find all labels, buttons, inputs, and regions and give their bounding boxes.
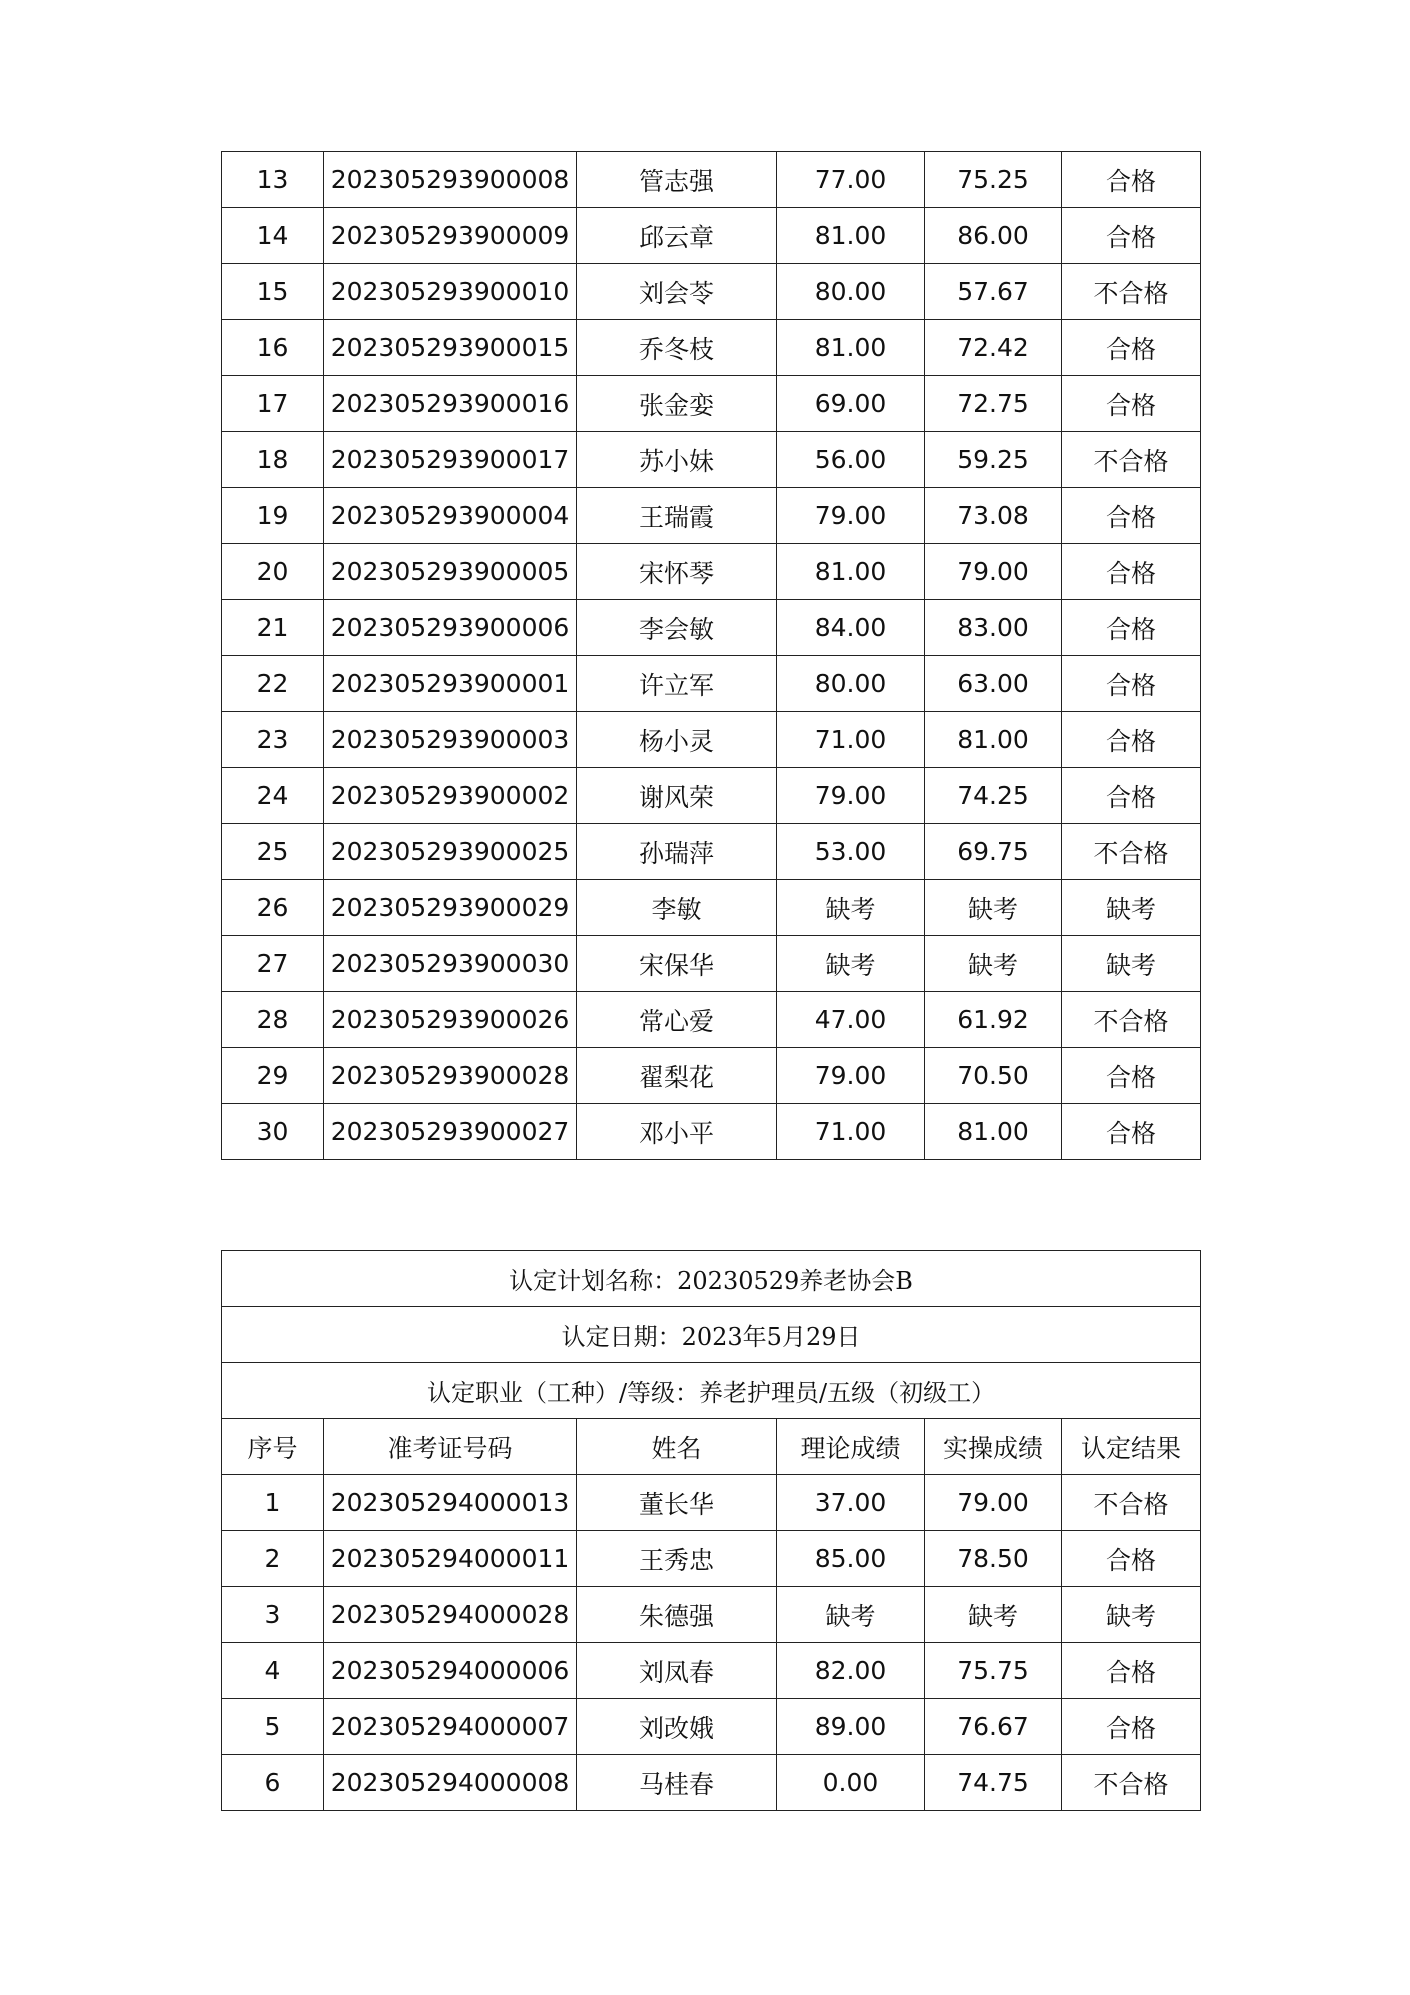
table-row	[222, 376, 1201, 432]
name-cell: 孙瑞萍	[577, 824, 777, 880]
theory-score-cell: 82.00	[777, 1643, 925, 1699]
name-cell: 王秀忠	[577, 1531, 777, 1587]
seq-cell: 25	[222, 824, 324, 880]
theory-score-cell: 85.00	[777, 1531, 925, 1587]
exam-id-cell: 202305293900026	[324, 992, 577, 1048]
theory-score-cell: 77.00	[777, 152, 925, 208]
result-cell: 合格	[1062, 1531, 1201, 1587]
theory-score-cell: 缺考	[777, 936, 925, 992]
header-row	[222, 1419, 1201, 1475]
exam-id-cell: 202305293900016	[324, 376, 577, 432]
name-cell: 朱德强	[577, 1587, 777, 1643]
result-cell: 合格	[1062, 1104, 1201, 1160]
theory-score-cell: 79.00	[777, 1048, 925, 1104]
seq-cell: 16	[222, 320, 324, 376]
theory-score-cell: 81.00	[777, 320, 925, 376]
seq-cell: 13	[222, 152, 324, 208]
seq-cell: 2	[222, 1531, 324, 1587]
exam-id-cell: 202305294000013	[324, 1475, 577, 1531]
practical-score-cell: 79.00	[925, 1475, 1062, 1531]
practical-score-cell: 72.42	[925, 320, 1062, 376]
practical-score-cell: 缺考	[925, 1587, 1062, 1643]
exam-id-cell: 202305293900002	[324, 768, 577, 824]
theory-score-cell: 缺考	[777, 880, 925, 936]
result-cell: 合格	[1062, 376, 1201, 432]
table-row	[222, 824, 1201, 880]
result-cell: 不合格	[1062, 1755, 1201, 1811]
table-row	[222, 432, 1201, 488]
practical-score-cell: 79.00	[925, 544, 1062, 600]
theory-score-cell: 47.00	[777, 992, 925, 1048]
practical-score-cell: 86.00	[925, 208, 1062, 264]
occupation-level: 认定职业（工种）/等级：养老护理员/五级（初级工）	[222, 1363, 1201, 1419]
theory-score-cell: 53.00	[777, 824, 925, 880]
seq-cell: 18	[222, 432, 324, 488]
table-row	[222, 208, 1201, 264]
exam-id-cell: 202305293900006	[324, 600, 577, 656]
exam-id-cell: 202305294000011	[324, 1531, 577, 1587]
exam-id-cell: 202305293900017	[324, 432, 577, 488]
exam-id-cell: 202305294000028	[324, 1587, 577, 1643]
table-row	[222, 712, 1201, 768]
seq-cell: 19	[222, 488, 324, 544]
result-cell: 合格	[1062, 208, 1201, 264]
exam-id-cell: 202305293900009	[324, 208, 577, 264]
result-cell: 合格	[1062, 768, 1201, 824]
exam-id-cell: 202305293900004	[324, 488, 577, 544]
practical-score-cell: 76.67	[925, 1699, 1062, 1755]
name-cell: 常心爱	[577, 992, 777, 1048]
header-practical: 实操成绩	[925, 1419, 1062, 1475]
theory-score-cell: 84.00	[777, 600, 925, 656]
result-cell: 合格	[1062, 1048, 1201, 1104]
name-cell: 李敏	[577, 880, 777, 936]
name-cell: 刘凤春	[577, 1643, 777, 1699]
theory-score-cell: 69.00	[777, 376, 925, 432]
seq-cell: 5	[222, 1699, 324, 1755]
table-row	[222, 656, 1201, 712]
seq-cell: 6	[222, 1755, 324, 1811]
exam-date: 认定日期：2023年5月29日	[222, 1307, 1201, 1363]
results-table-continued-body	[222, 152, 1201, 1160]
seq-cell: 29	[222, 1048, 324, 1104]
exam-id-cell: 202305293900003	[324, 712, 577, 768]
theory-score-cell: 79.00	[777, 488, 925, 544]
practical-score-cell: 63.00	[925, 656, 1062, 712]
seq-cell: 22	[222, 656, 324, 712]
result-cell: 合格	[1062, 320, 1201, 376]
exam-id-cell: 202305293900015	[324, 320, 577, 376]
header-seq: 序号	[222, 1419, 324, 1475]
table-row	[222, 1048, 1201, 1104]
result-cell: 不合格	[1062, 1475, 1201, 1531]
exam-id-cell: 202305293900030	[324, 936, 577, 992]
name-cell: 翟梨花	[577, 1048, 777, 1104]
result-cell: 合格	[1062, 712, 1201, 768]
seq-cell: 23	[222, 712, 324, 768]
seq-cell: 15	[222, 264, 324, 320]
name-cell: 刘会苓	[577, 264, 777, 320]
practical-score-cell: 75.75	[925, 1643, 1062, 1699]
results-table-b	[221, 1250, 1201, 1811]
exam-id-cell: 202305293900029	[324, 880, 577, 936]
table-row	[222, 1699, 1201, 1755]
exam-date-row	[222, 1307, 1201, 1363]
name-cell: 邱云章	[577, 208, 777, 264]
practical-score-cell: 74.75	[925, 1755, 1062, 1811]
theory-score-cell: 缺考	[777, 1587, 925, 1643]
result-cell: 缺考	[1062, 936, 1201, 992]
exam-id-cell: 202305294000008	[324, 1755, 577, 1811]
name-cell: 乔冬枝	[577, 320, 777, 376]
seq-cell: 1	[222, 1475, 324, 1531]
name-cell: 张金娈	[577, 376, 777, 432]
exam-id-cell: 202305293900025	[324, 824, 577, 880]
practical-score-cell: 81.00	[925, 1104, 1062, 1160]
name-cell: 苏小妹	[577, 432, 777, 488]
result-cell: 合格	[1062, 544, 1201, 600]
seq-cell: 30	[222, 1104, 324, 1160]
header-result: 认定结果	[1062, 1419, 1201, 1475]
name-cell: 马桂春	[577, 1755, 777, 1811]
seq-cell: 24	[222, 768, 324, 824]
seq-cell: 20	[222, 544, 324, 600]
name-cell: 王瑞霞	[577, 488, 777, 544]
name-cell: 李会敏	[577, 600, 777, 656]
name-cell: 董长华	[577, 1475, 777, 1531]
theory-score-cell: 56.00	[777, 432, 925, 488]
theory-score-cell: 80.00	[777, 264, 925, 320]
table-row	[222, 1587, 1201, 1643]
seq-cell: 4	[222, 1643, 324, 1699]
table-row	[222, 992, 1201, 1048]
table-row	[222, 768, 1201, 824]
theory-score-cell: 81.00	[777, 544, 925, 600]
theory-score-cell: 0.00	[777, 1755, 925, 1811]
name-cell: 宋怀琴	[577, 544, 777, 600]
name-cell: 邓小平	[577, 1104, 777, 1160]
result-cell: 不合格	[1062, 992, 1201, 1048]
result-cell: 不合格	[1062, 824, 1201, 880]
practical-score-cell: 70.50	[925, 1048, 1062, 1104]
table-row	[222, 264, 1201, 320]
practical-score-cell: 74.25	[925, 768, 1062, 824]
table-row	[222, 320, 1201, 376]
exam-id-cell: 202305293900001	[324, 656, 577, 712]
practical-score-cell: 78.50	[925, 1531, 1062, 1587]
table-row	[222, 600, 1201, 656]
name-cell: 谢风荣	[577, 768, 777, 824]
table-row	[222, 1475, 1201, 1531]
plan-name-row	[222, 1251, 1201, 1307]
practical-score-cell: 59.25	[925, 432, 1062, 488]
practical-score-cell: 57.67	[925, 264, 1062, 320]
practical-score-cell: 83.00	[925, 600, 1062, 656]
table-row	[222, 544, 1201, 600]
practical-score-cell: 缺考	[925, 880, 1062, 936]
theory-score-cell: 80.00	[777, 656, 925, 712]
table-row	[222, 936, 1201, 992]
results-table-b-body	[222, 1251, 1201, 1811]
result-cell: 不合格	[1062, 432, 1201, 488]
table-row	[222, 1104, 1201, 1160]
practical-score-cell: 75.25	[925, 152, 1062, 208]
exam-id-cell: 202305293900027	[324, 1104, 577, 1160]
name-cell: 刘改娥	[577, 1699, 777, 1755]
table-row	[222, 880, 1201, 936]
practical-score-cell: 72.75	[925, 376, 1062, 432]
result-cell: 合格	[1062, 656, 1201, 712]
result-cell: 缺考	[1062, 1587, 1201, 1643]
table-row	[222, 1755, 1201, 1811]
exam-id-cell: 202305293900005	[324, 544, 577, 600]
header-name: 姓名	[577, 1419, 777, 1475]
name-cell: 管志强	[577, 152, 777, 208]
seq-cell: 27	[222, 936, 324, 992]
result-cell: 缺考	[1062, 880, 1201, 936]
seq-cell: 26	[222, 880, 324, 936]
exam-id-cell: 202305293900010	[324, 264, 577, 320]
practical-score-cell: 73.08	[925, 488, 1062, 544]
result-cell: 合格	[1062, 1643, 1201, 1699]
table-row	[222, 1531, 1201, 1587]
theory-score-cell: 79.00	[777, 768, 925, 824]
theory-score-cell: 37.00	[777, 1475, 925, 1531]
theory-score-cell: 89.00	[777, 1699, 925, 1755]
practical-score-cell: 69.75	[925, 824, 1062, 880]
theory-score-cell: 71.00	[777, 712, 925, 768]
seq-cell: 21	[222, 600, 324, 656]
theory-score-cell: 81.00	[777, 208, 925, 264]
practical-score-cell: 81.00	[925, 712, 1062, 768]
table-row	[222, 488, 1201, 544]
plan-name: 认定计划名称：20230529养老协会B	[222, 1251, 1201, 1307]
result-cell: 不合格	[1062, 264, 1201, 320]
name-cell: 杨小灵	[577, 712, 777, 768]
occupation-row	[222, 1363, 1201, 1419]
result-cell: 合格	[1062, 600, 1201, 656]
seq-cell: 17	[222, 376, 324, 432]
practical-score-cell: 61.92	[925, 992, 1062, 1048]
name-cell: 宋保华	[577, 936, 777, 992]
name-cell: 许立军	[577, 656, 777, 712]
table-row	[222, 152, 1201, 208]
seq-cell: 28	[222, 992, 324, 1048]
exam-id-cell: 202305294000007	[324, 1699, 577, 1755]
seq-cell: 3	[222, 1587, 324, 1643]
seq-cell: 14	[222, 208, 324, 264]
exam-id-cell: 202305293900008	[324, 152, 577, 208]
exam-id-cell: 202305293900028	[324, 1048, 577, 1104]
result-cell: 合格	[1062, 152, 1201, 208]
result-cell: 合格	[1062, 488, 1201, 544]
header-theory: 理论成绩	[777, 1419, 925, 1475]
practical-score-cell: 缺考	[925, 936, 1062, 992]
header-id: 准考证号码	[324, 1419, 577, 1475]
result-cell: 合格	[1062, 1699, 1201, 1755]
theory-score-cell: 71.00	[777, 1104, 925, 1160]
exam-id-cell: 202305294000006	[324, 1643, 577, 1699]
table-row	[222, 1643, 1201, 1699]
results-table-continued	[221, 151, 1201, 1160]
